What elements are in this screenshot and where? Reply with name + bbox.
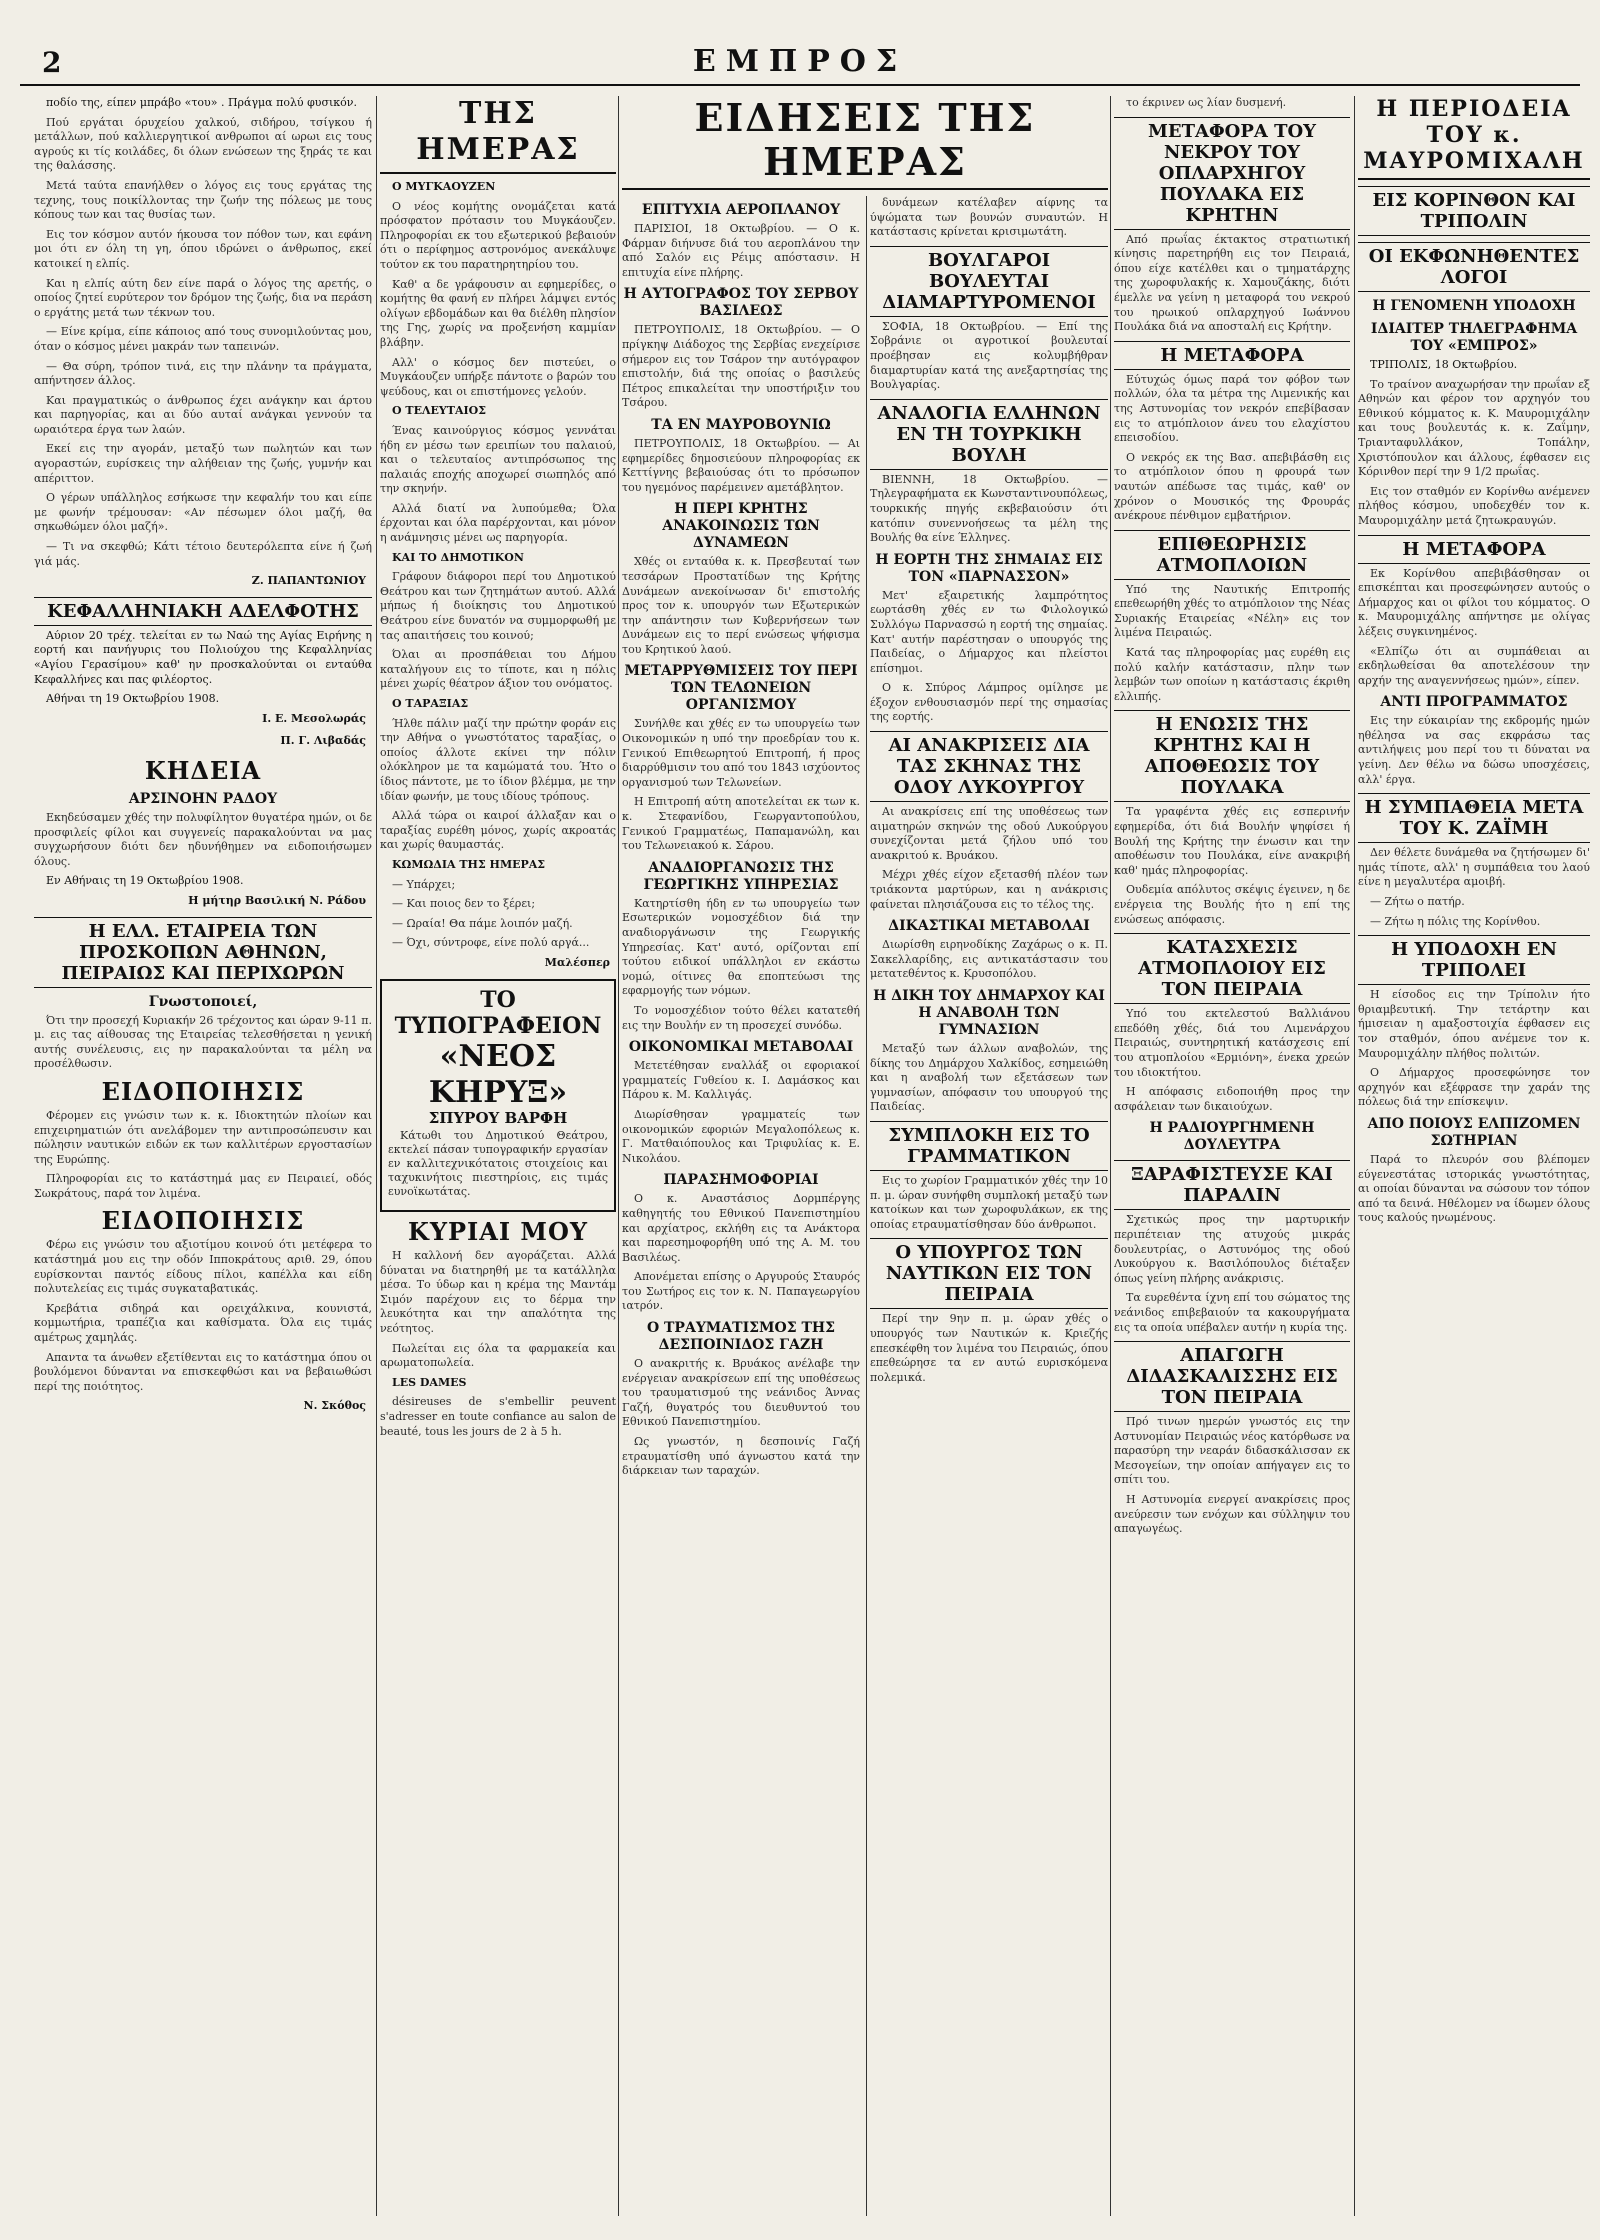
article-body: Ο ανακριτής κ. Βρυάκος ανέλαβε την ενέργειαν ανακρίσεων επί της υποθέσεως του τραυματισμού της νεάνιδος Άννας Γαζή, θυγατρός του διευθυντού του Εθνικού Πανεπιστημίου. Ως γνωστόν, η δεσποινίς Γαζή ετραυματίσθη υπό άγνωστου κατά την διάρκειαν των ταραχών. — [622, 1357, 860, 1478]
society-subtitle: Γνωστοποιεί, — [148, 993, 258, 1010]
column-3 — [622, 96, 1108, 2216]
story-intro: ποδίο της, είπεν μπράβο «του» . Πράγμα πολύ φυσικόν. — [46, 96, 357, 109]
article-body: Η είσοδος εις την Τρίπολιν ήτο θριαμβευτική. Την τετάρτην και ήμισειαν η αμαξοστοιχία έφθασεν εις τον σταθμόν, όπου ανέμενε τον κ. Μαυρομιχάλην πλήθος πολιτών. Ο Δήμαρχος προσεφώνησε τον αρχηγόν και εξέφρασε την χαράν της πόλεως διά την επίσκεψιν. — [1358, 988, 1590, 1109]
news-right-column — [870, 196, 1108, 2216]
article-title: ΒΟΥΛΓΑΡΟΙ ΒΟΥΛΕΥΤΑΙ ΔΙΑΜΑΡΤΥΡΟΜΕΝΟΙ — [870, 246, 1108, 317]
story-body: Γράφουν διάφοροι περί του Δημοτικού Θεάτρου και των ζητημάτων αυτού. Αλλά μήπως ή διοίκησις του Δημοτικού Θεάτρου είνε δυνατόν να συμμορφωθή με τας απαιτήσεις του κοινού; Όλαι αι προσπάθειαι του Δήμου καταλήγουν εις το τίποτε, και η πόλις μένει χωρίς θέατρον άξιον του ονόματος. — [380, 570, 616, 691]
ad-text: désireuses de s'embellir peuvent s'adresser en toute confiance au salon de beauté, tous les jours de 2 à 5 h. — [380, 1395, 616, 1438]
article-title: ΑΠΑΓΩΓΗ ΔΙΔΑΣΚΑΛΙΣΣΗΣ ΕΙΣ ΤΟΝ ΠΕΙΡΑΙΑ — [1114, 1341, 1350, 1412]
notice-title: ΚΕΦΑΛΛΗΝΙΑΚΗ ΑΔΕΛΦΟΤΗΣ — [34, 597, 372, 626]
news-header: ΕΙΔΗΣΕΙΣ ΤΗΣ ΗΜΕΡΑΣ — [622, 96, 1108, 190]
article-title: ΜΕΤΑΡΡΥΘΜΙΣΕΙΣ ΤΟΥ ΠΕΡΙ ΤΩΝ ΤΕΛΩΝΕΙΩΝ ΟΡΓΑΝΙΣΜΟΥ — [624, 663, 858, 714]
ad-owner: ΣΠΥΡΟΥ ΒΑΡΦΗ — [428, 1108, 568, 1127]
article-body: Συνήλθε και χθές εν τω υπουργείω των Οικονομικών η υπό την προεδρίαν του κ. Γενικού Επιθεωρητού Επιτροπή, ή προς διαρρύθμισιν του από του 1843 ισχύοντος οργανισμού των Τελωνείων. Η Επιτροπή αύτη αποτελείται εκ των κ. κ. Στεφανίδου, Γεωργαντοπούλου, Γενικού Γραμματέως, Παπαμανώλη, και του Τελωνειακού κ. Σάρου. — [622, 717, 860, 853]
announcement-title: ΕΙΔΟΠΟΙΗΣΙΣ — [101, 1206, 305, 1236]
announcement-title: ΕΙΔΟΠΟΙΗΣΙΣ — [101, 1076, 305, 1106]
print-shop-ad — [380, 979, 616, 1213]
article-title: ΑΠΟ ΠΟΙΟΥΣ ΕΛΠΙΖΟΜΕΝ ΣΩΤΗΡΙΑΝ — [1367, 1115, 1581, 1149]
ad-title: LES DAMES — [392, 1375, 467, 1389]
article-body: ΠΕΤΡΟΥΠΟΛΙΣ, 18 Οκτωβρίου. — Αι εφημερίδες δημοσιεύουν πληροφορίας εκ Κεττίγνης βεβαιούσας ότι το πρόσωπον του ηγεμόνος παρέμεινεν αμετάβλητον. — [622, 436, 860, 494]
article-body: Διωρίσθη ειρηνοδίκης Ζαχάρως ο κ. Π. Σακελλαρίδης, εις αντικατάστασιν του μετατεθέντος κ. Κρυσοπόλου. — [870, 938, 1108, 981]
column-rule — [376, 96, 377, 2216]
story-title: Ο ΜΥΓΚΑΟΥΖΕΝ — [392, 180, 496, 193]
announcement-text: Φέρω εις γνώσιν του αξιοτίμου κοινού ότι μετέφερα το κατάστημά μου εις την οδόν Ιπποκράτους αριθ. 29, όπου ευρίσκονται παντός είδους πίλοι, καπέλλα και είδη πολυτελείας εις τιμάς συγκαταβατικάς. Κρεβάτια σιδηρά και ορειχάλκινα, κουνιστά, κομμωτήρια, τραπέζια και καθίσματα. Όλα εις τιμάς αμέτρως χαμηλάς. Απαντα τα άνωθεν εξετίθενται εις το κατάστημα όπου οι βουλόμενοι δύνανται να επισκεφθώσι και να βεβαιωθώσι περί της ποιότητος. — [34, 1238, 372, 1393]
article-title: ΑΝΑΔΙΟΡΓΑΝΩΣΙΣ ΤΗΣ ΓΕΩΡΓΙΚΗΣ ΥΠΗΡΕΣΙΑΣ — [643, 859, 839, 893]
article-title: ΑΝΑΛΟΓΙΑ ΕΛΛΗΝΩΝ ΕΝ ΤΗ ΤΟΥΡΚΙΚΗ ΒΟΥΛΗ — [870, 399, 1108, 470]
article-body: δυνάμεων κατέλαβεν αίφνης τα ύψώματα των βουνών συναυτών. Η κατάστασις κρίνεται κρισιμωτάτη. — [870, 196, 1108, 239]
article-body: Εκ Κορίνθου απεβιβάσθησαν οι επισκέπται και προσεφώνησεν αυτούς ο Δήμαρχος και οι φίλοι του κόμματος. Ο κ. Μαυρομιχάλης απήντησε με ολίγας λέξεις συγκινημένος. «Ελπίζω ότι αι συμπάθειαι αι εκδηλωθείσαι θα αποτελέσουν την αρχήν της αναγεννήσεως ημών», είπεν. — [1358, 566, 1590, 687]
ad-title: ΤΟ ΤΥΠΟΓΡΑΦΕΙΟΝ — [394, 986, 602, 1039]
notice-text: Αύριον 20 τρέχ. τελείται εν τω Ναώ της Αγίας Ειρήνης η εορτή και πανήγυρις του Πολιούχου της Κεφαλληνίας «Αγίου Γερασίμου» καθ' ην προσκαλούνται οι ενταύθα Κεφαλλήνες και πας φιλέορτος. — [34, 628, 372, 686]
article-title: ΕΠΙΤΥΧΙΑ ΑΕΡΟΠΛΑΝΟΥ — [641, 202, 841, 218]
announcement-signature: Ν. Σκόθος — [303, 1399, 366, 1413]
article-body: Μεταξύ των άλλων αναβολών, της δίκης του Δημάρχου Χαλκίδος, εσημειώθη και η αναβολή των εξετάσεων των γυμνασίων, απόφασιν του υπουργού της Παιδείας. — [870, 1042, 1108, 1114]
article-body: ΠΑΡΙΣΙΟΙ, 18 Οκτωβρίου. — Ο κ. Φάρμαν διήνυσε διά του αεροπλάνου την από Σαλόν εις Ρέιμς απόστασιν. Η επιτυχία είνε πλήρης. — [622, 222, 860, 279]
article-body: Εις την εύκαιρίαν της εκδρομής ημών ηθέλησα να σας εκφράσω τας αντιλήψεις μου περί του τι δύναται να γείνη. Δεν θέλω να δώσω υποσχέσεις, αλλ' έργα. — [1358, 714, 1590, 786]
story-body: Πού εργάται όρυχείου χαλκού, σιδήρου, τσίγκου ή μετάλλων, πού καλλιεργητικοί ανθρωποι αί ωρωι εις τους αγρούς κι τίς κοιλάδες, δι όλων ενώσεων της ξηράς τε και της θαλάσσης. Μετά ταύτα επανήλθεν ο λόγος εις τους εργάτας της τεχνης, τους ποικίλλοντας την ζωήν της πόλεως με τους κόπους των και τας θυσίας των. Εις τον κόσμον αυτόν ήκουσα τον πόθον των, και εφάνη μοι ότι εν όλη τη γη, όπου ιδρώνει ο άνθρωπος, εκεί κατοικεί η ελπίς. Και η ελπίς αύτη δεν είνε παρά ο λόγος της αρετής, ο οποίος ζητεί ευρύτερον τον δρόμον της ζωής, δια να περάση ο εργάτης μετά των τέκνων του. — Είνε κρίμα, είπε κάποιος από τους συνομιλούντας μου, όταν ο κόσμος μένει μακράν των ταπεινών. — Θα σύρη, τρόπον τινά, εις την πλάνην τα πράγματα, απήντησεν άλλος. Και πραγματικώς ο άνθρωπος έχει ανάγκην και άρτου και παρηγορίας, και αι δύο αυταί ανάγκαι γεννούν τα ωραιότερα έργα των λαών. Εκεί εις την αγοράν, μεταξύ των πωλητών και των αγοραστών, ευρίσκεις την αλήθειαν της ζωής, γυμνήν και απέριττον. Ο γέρων υπάλληλος εσήκωσε την κεφαλήν του και είπε με φωνήν τρέμουσαν: «Αν πέσωμεν όλοι μαζή, θα σηκωθώμεν όλοι μαζή». — Τι να σκεφθώ; Κάτι τέτοιο δευτερόλεπτα είνε ή ζωή γιά μάς. — [34, 115, 372, 568]
announcement-text: Φέρομεν εις γνώσιν των κ. κ. Ιδιοκτητών πλοίων και επιχειρηματιών ότι ανελάβομεν την αντιπροσώπευσιν και πώλησιν ναυτικών ειδών εκ των καλλιτέρων εργοστασίων της Ευρώπης. Πληροφορίαι εις το κατάστημά μας εν Πειραιεί, οδός Σωκράτους, παρά τον λιμένα. — [34, 1108, 372, 1200]
article-title: ΣΥΜΠΛΟΚΗ ΕΙΣ ΤΟ ΓΡΑΜΜΑΤΙΚΟΝ — [870, 1121, 1108, 1171]
article-title: Η ΔΙΚΗ ΤΟΥ ΔΗΜΑΡΧΟΥ ΚΑΙ Η ΑΝΑΒΟΛΗ ΤΩΝ ΓΥΜΝΑΣΙΩΝ — [873, 988, 1105, 1038]
story-title: Ο ΤΕΛΕΥΤΑΙΟΣ — [392, 404, 486, 418]
article-dateline: ΤΡΙΠΟΛΙΣ, 18 Οκτωβρίου. — [1370, 358, 1518, 371]
story-title: ΚΑΙ ΤΟ ΔΗΜΟΤΙΚΟΝ — [392, 550, 524, 564]
society-title: Η ΕΛΛ. ΕΤΑΙΡΕΙΑ ΤΩΝ ΠΡΟΣΚΟΠΩΝ ΑΘΗΝΩΝ, ΠΕΙΡΑΙΩΣ ΚΑΙ ΠΕΡΙΧΩΡΩΝ — [34, 917, 372, 988]
article-title: Η ΑΥΤΟΓΡΑΦΟΣ ΤΟΥ ΣΕΡΒΟΥ ΒΑΣΙΛΕΩΣ — [623, 286, 859, 320]
funeral-date: Εν Αθήναις τη 19 Οκτωβρίου 1908. — [46, 874, 244, 888]
article-subtitle: ΙΔΙΑΙΤΕΡ ΤΗΛΕΓΡΑΦΗΜΑ ΤΟΥ «ΕΜΠΡΟΣ» — [1370, 321, 1578, 354]
story-body: Ο νέος κομήτης ονομάζεται κατά πρόσφατον πρότασιν του Μυγκάουζεν. Πληροφορίαι εκ του εξωτερικού βεβαιούν ότι ο περίφημος αστρονόμος ανεκάλυψε τούτον εκ του παρατηρητηρίου του. Καθ' α δε γράφουσιν αι εφημερίδες, ο κομήτης θα φανή εν πλήρει λάμψει εντός ολίγων εβδομάδων και θα διέλθη πλησίον της Γης, χωρίς να προξενήση καμμίαν βλάβην. Αλλ' ο κόσμος δεν πιστεύει, ο Μυγκάουζεν υπήρξε πάντοτε ο βαρών του ψεύδους, και οι επιστήμονες γελούν. — [380, 199, 616, 398]
funeral-name: ΑΡΣΙΝΟΗΝ ΡΑΔΟΥ — [128, 790, 278, 807]
article-title: Η ΠΕΡΙΟΔΕΙΑ ΤΟΥ κ. ΜΑΥΡΟΜΙΧΑΛΗ — [1358, 96, 1590, 180]
article-body: Αι ανακρίσεις επί της υποθέσεως των αιματηρών σκηνών της οδού Λυκούργου συνεχίζονται μετά ζήλου υπό του ανακριτού κ. Βρυάκου. Μέχρι χθές είχον εξετασθή πλέον των τριάκοντα μαρτύρων, και η ανάκρισις φαίνεται πλησιάζουσα εις το τέλος της. — [870, 805, 1108, 911]
story-body: Ήλθε πάλιν μαζί την πρώτην φοράν εις την Αθήνα ο γνωστότατος ταραξίας, ο οποίος άλλοτε εκίνει την πόλιν ολόκληρον με τα καμώματά του. Ήτο ο ίδιος πάντοτε, με το ίδιον βλέμμα, με την ιδίαν φωνήν, με τους ιδίους τρόπους. Αλλά τώρα οι καιροί άλλαξαν και ο ταραξίας ευρέθη μόνος, χωρίς ακροατάς και χωρίς θαυμαστάς. — [380, 716, 616, 852]
article-body: το έκρινεν ως λίαν δυσμενή. — [1126, 96, 1287, 109]
article-body: Μετ' εξαιρετικής λαμπρότητος εωρτάσθη χθές εν τω Φιλολογικώ Συλλόγω Παρνασσώ η εορτή της σημαίας. Κατ' αυτήν παρέστησαν ο υπουργός της Παιδείας, ο Δήμαρχος και πλείστοι επίσημοι. Ο κ. Σπύρος Λάμπρος ομίλησε με έξοχον ενθουσιασμόν περί της σημασίας της εορτής. — [870, 588, 1108, 724]
notice-signature: Ι. Ε. Μεσολωράς — [262, 711, 366, 725]
article-title: Η ΥΠΟΔΟΧΗ ΕΝ ΤΡΙΠΟΛΕΙ — [1358, 935, 1590, 985]
column-rule — [1354, 96, 1355, 2216]
article-body: ΠΕΤΡΟΥΠΟΛΙΣ, 18 Οκτωβρίου. — Ο πρίγκηψ Διάδοχος της Σερβίας ενεχείρισε σήμερον εις τον Τσάρον την αυτόγραφον επιστολήν, διά της οποίας ο βασιλεύς Πέτρος επικαλείται την υποστήριξιν του Τσάρου. — [622, 323, 860, 410]
article-body: Τα γραφέντα χθές εις εσπερινήν εφημερίδα, ότι διά Βουλήν ψηφίσει ή Βουλή της Κρήτης την ένωσιν και την αποθέωσιν του Πουλάκα, είνε ανακριβή καθ' ημάς πληροφορίας. Ουδεμία απόλυτος σκέψις έγεινεν, η δε ενέργεια της Βουλής ήτο η επί της ενώσεως απόφασις. — [1114, 805, 1350, 926]
story-title: ΚΩΜΩΔΙΑ ΤΗΣ ΗΜΕΡΑΣ — [392, 857, 546, 871]
article-body: Εις το χωρίον Γραμματικόν χθές την 10 π. μ. ώραν συνήφθη συμπλοκή μεταξύ των κατοίκων και των χωροφυλάκων, εκ της οποίας ετραυματίσθησαν δύο άνθρωποι. — [870, 1173, 1108, 1231]
article-title: ΚΑΤΑΣΧΕΣΙΣ ΑΤΜΟΠΛΟΙΟΥ ΕΙΣ ΤΟΝ ΠΕΙΡΑΙΑ — [1114, 933, 1350, 1004]
article-title: ΟΙΚΟΝΟΜΙΚΑΙ ΜΕΤΑΒΟΛΑΙ — [628, 1039, 854, 1056]
article-title: Η ΜΕΤΑΦΟΡΑ — [1358, 535, 1590, 564]
article-body: ΒΙΕΝΝΗ, 18 Οκτωβρίου. — Τηλεγραφήματα εκ Κωνσταντινουπόλεως, τουρκικής πηγής εκβεβαιούσιν ότι κατόπιν συνεννοήσεως τα μέλη της Βουλής θα είνε Έλληνες. — [870, 472, 1108, 545]
newspaper-title: ΕΜΠΡΟΣ — [692, 44, 908, 79]
story-title: Ο ΤΑΡΑΞΙΑΣ — [392, 697, 469, 710]
article-body: Κατηρτίσθη ήδη εν τω υπουργείω των Εσωτερικών νομοσχέδιον διά την αναδιοργάνωσιν της Γεωργικής Υπηρεσίας. Κατ' αυτό, ορίζονται επί τούτου ειδικοί υπάλληλοι εν εκάστω νομώ, οίτινες θα εποπτεύωσι της εφαρμογής των νόμων. Το νομοσχέδιον τούτο θέλει κατατεθή εις την Βουλήν εν τη προσεχεί συνόδω. — [622, 896, 860, 1032]
masthead — [20, 44, 1580, 86]
article-title: Η ΜΕΤΑΦΟΡΑ — [1114, 341, 1350, 370]
funeral-title: ΚΗΔΕΙΑ — [144, 755, 262, 785]
column-2 — [380, 96, 616, 2216]
article-subtitle: ΕΙΣ ΚΟΡΙΝΘΟΝ ΚΑΙ ΤΡΙΠΟΛΙΝ — [1358, 186, 1590, 236]
article-title: ΔΙΚΑΣΤΙΚΑΙ ΜΕΤΑΒΟΛΑΙ — [888, 918, 1090, 935]
funeral-mother: Η μήτηρ Βασιλική Ν. Ράδου — [188, 893, 366, 907]
column-header: ΤΗΣ ΗΜΕΡΑΣ — [380, 96, 616, 174]
article-body: Ο κ. Αναστάσιος Δορμπέργης καθηγητής του Εθνικού Πανεπιστημίου και αρχίατρος, εκλήθη εις τα Ανάκτορα και παρεσημοφορήθη υπό της Α. Μ. του Βασιλέως. Απονέμεται επίσης ο Αργυρούς Σταυρός του Σωτήρος εις τον κ. Ν. Παπαγεωργίου ιατρόν. — [622, 1192, 860, 1313]
article-title: Η ΕΝΩΣΙΣ ΤΗΣ ΚΡΗΤΗΣ ΚΑΙ Η ΑΠΟΘΕΩΣΙΣ ΤΟΥ ΠΟΥΛΑΚΑ — [1114, 710, 1350, 802]
column-rule — [1110, 96, 1111, 2216]
article-body: Το τραίνον αναχωρήσαν την πρωΐαν εξ Αθηνών και φέρον τον αρχηγόν του Εθνικού κόμματος κ. Κ. Μαυρομιχάλην και τους βουλευτάς κ. κ. Ζαΐμην, Τριανταφυλλάκον, Τοπάλην, Χριστόπουλον και άλλους, έφθασεν εις Κόρινθον περί την 9 1/2 πρωΐας. Εις τον σταθμόν εν Κορίνθω ανέμενεν πλήθος κόσμου, υποδεχθέν τον κ. Μαυρομιχάλην μετά ζητωκραυγών. — [1358, 377, 1590, 527]
column-rule — [618, 96, 619, 2216]
story-signature: Ζ. ΠΑΠΑΝΤΩΝΙΟΥ — [251, 574, 366, 588]
article-body: Περί την 9ην π. μ. ώραν χθές ο υπουργός των Ναυτικών κ. Κριεζής επεσκέφθη τον λιμένα του Πειραιώς, όπου επεθεώρησε τα εν αυτώ ευρισκόμενα πολεμικά. — [870, 1312, 1108, 1384]
article-title: Η ΣΥΜΠΑΘΕΙΑ ΜΕΤΑ ΤΟΥ Κ. ΖΑΪΜΗ — [1358, 793, 1590, 843]
ad-title-name: «ΝΕΟΣ ΚΗΡΥΞ» — [428, 1038, 568, 1110]
article-title: ΑΙ ΑΝΑΚΡΙΣΕΙΣ ΔΙΑ ΤΑΣ ΣΚΗΝΑΣ ΤΗΣ ΟΔΟΥ ΛΥΚΟΥΡΓΟΥ — [870, 731, 1108, 802]
article-body: Παρά το πλευρόν σου βλέπομεν εύγενεστάτας ιστορικάς γνωστότητας, αι οποίαι δύνανται να σώσουν τον τόπον από τα δεινά. Ηθέλομεν να ίδωμεν όλους τους καλούς ηνωμένους. — [1358, 1152, 1590, 1225]
article-body: Πρό τινων ημερών γνωστός εις την Αστυνομίαν Πειραιώς νέος κατόρθωσε να παρασύρη την νεαράν διδασκάλισσαν εκ Μεσογείων, την οποίαν απήγαγεν εις το σπίτι του. Η Αστυνομία ενεργεί ανακρίσεις προς ανεύρεσιν των ενόχων και σύλληψιν του απαγωγέως. — [1114, 1415, 1350, 1536]
article-body: Σχετικώς προς την μαρτυρικήν περιπέτειαν της ατυχούς μικράς δουλευτρίας, ο Αστυνόμος της οδού Λυκούργου κ. Βασιλόπουλος διέταξεν όπως γείνη πλήρης ανάκρισις. Τα ευρεθέντα ίχνη επί του σώματος της νεάνιδος επιβεβαιούν τα κακουργήματα εις τα οποία υπέβαλεν αυτήν η κυρία της. — [1114, 1213, 1350, 1334]
article-title: ΑΝΤΙ ΠΡΟΓΡΑΜΜΑΤΟΣ — [1380, 694, 1568, 711]
article-body: ΣΟΦΙΑ, 18 Οκτωβρίου. — Επί της Σοβράνιε οι αγροτικοί βουλευταί προέβησαν εις κολυμβήθραν διαμαρτυρίαν κατά της ανεξαρτησίας της Βουλγαρίας. — [870, 319, 1108, 392]
article-body: Δεν θέλετε δυνάμεθα να ζητήσωμεν δι' ημάς τίποτε, αλλ' η συμπάθεια του λαού είνε η μεγαλυτέρα αμοιβή. — Ζήτω ο πατήρ. — Ζήτω η πόλις της Κορίνθου. — [1358, 846, 1590, 928]
funeral-text: Εκηδεύσαμεν χθές την πολυφίλητον θυγατέρα ημών, οι δε προσφιλείς φίλοι και συγγενείς παρακαλούνται να μας συγχωρήσουν διότι δεν ηδυνήθημεν να ειδοποιήσωμεν όλους. — [34, 810, 372, 868]
article-body: Εύτυχώς όμως παρά τον φόβον των πολλών, όλα τα μέτρα της Λιμενικής και της Αστυνομίας τον νεκρόν επεβίβασαν εις το ατμόπλοιον άνευ του ελαχίστου επεισοδίου. Ο νεκρός εκ της Βασ. απεβιβάσθη εις το ατμόπλοιον όπου η φρουρά των ναυτών απέδωσε τας τιμάς, καθ' ον χρόνον ο Μουσικός της Φρουράς ανέκρουε πένθιμον εμβατήριον. — [1114, 372, 1350, 523]
story-signature: Μαλέσπερ — [544, 955, 610, 969]
article-body: Χθές οι ενταύθα κ. κ. Πρεσβευταί των τεσσάρων Προστατίδων της Κρήτης Δυνάμεων ανεκοίνωσαν δι' επιστολής προς τον κ. υπουργόν των Εξωτερικών την απάντησιν των Κυβερνήσεων των Δυνάμεων εις το περί ενώσεως ψήφισμα του Κρητικού λαού. — [622, 555, 860, 656]
article-body: Από πρωΐας έκτακτος στρατιωτική κίνησις παρετηρήθη εις τον Πειραιά, όπου είχε κατέλθει και ο τμηματάρχης της χωροφυλακής κ. Χαμουζάκης, διότι έμελλε να γείνη η μεταφορά του νεκρού του ηρωικού οπλαρχηγού Ιωάννου Πουλάκα διά να αποσταλή εις Κρήτην. — [1114, 232, 1350, 334]
article-title: Ο ΥΠΟΥΡΓΟΣ ΤΩΝ ΝΑΥΤΙΚΩΝ ΕΙΣ ΤΟΝ ΠΕΙΡΑΙΑ — [870, 1238, 1108, 1309]
news-left-column — [622, 196, 860, 2216]
society-text: Ότι την προσεχή Κυριακήν 26 τρέχοντος και ώραν 9-11 π. μ. εις τας αίθουσας της Εταιρείας τελεσθήσεται η γενική αυτής συνέλευσις, εις ην παρακαλούνται τα μέλη να προσέλθωσιν. — [34, 1013, 372, 1071]
story-body: Ένας καινούργιος κόσμος γεννάται ήδη εν μέσω των ερειπίων του παλαιού, και ο τελευταίος αντιπρόσωπος της παλαιάς εποχής αποχωρεί σιωπηλός από την σκηνήν. Αλλά διατί να λυπούμεθα; Όλα έρχονται και όλα παρέρχονται, και μόνον η ανάμνησις μένει ως παρηγορία. — [380, 423, 616, 545]
column-1 — [34, 96, 372, 2216]
article-subtitle: ΟΙ ΕΚΦΩΝΗΘΕΝΤΕΣ ΛΟΓΟΙ — [1358, 242, 1590, 292]
article-body: Μετετέθησαν εναλλάξ οι εφοριακοί γραμματείς Γυθείου κ. Ι. Δαμάσκος και Πάρου κ. Μ. Καλλιγάς. Διωρίσθησαν γραμματείς των οικονομικών εφοριών Μεγαλοπόλεως κ. Γ. Ματθαιόπουλος και Τριφυλίας κ. Ε. Νικολάου. — [622, 1059, 860, 1165]
notice-date: Αθήναι τη 19 Οκτωβρίου 1908. — [46, 692, 220, 706]
story-body: — Υπάρχει; — Και ποιος δεν το ξέρει; — Ωραία! Θα πάμε λοιπόν μαζή. — Όχι, σύντροφε, είνε πολύ αργά... — [392, 877, 590, 950]
column-4 — [1114, 96, 1350, 2216]
article-title: Η ΠΕΡΙ ΚΡΗΤΗΣ ΑΝΑΚΟΙΝΩΣΙΣ ΤΩΝ ΔΥΝΑΜΕΩΝ — [662, 501, 820, 552]
article-title: ΕΠΙΘΕΩΡΗΣΙΣ ΑΤΜΟΠΛΟΙΩΝ — [1114, 530, 1350, 580]
ad-text: Η καλλονή δεν αγοράζεται. Αλλά δύναται να διατηρηθή με τα κατάλληλα μέσα. Το ύδωρ και η κρέμα της Μαντάμ Σιμόν παρέχουν εις το δέρμα την λευκότητα και την απαλότητα της νεότητος. Πωλείται εις όλα τα φαρμακεία και αρωματοπωλεία. — [380, 1249, 616, 1370]
article-title: ΠΑΡΑΣΗΜΟΦΟΡΙΑΙ — [663, 1172, 819, 1189]
article-title: ΜΕΤΑΦΟΡΑ ΤΟΥ ΝΕΚΡΟΥ ΤΟΥ ΟΠΛΑΡΧΗΓΟΥ ΠΟΥΛΑΚΑ ΕΙΣ ΚΡΗΤΗΝ — [1114, 117, 1350, 230]
article-body: Υπό της Ναυτικής Επιτροπής επεθεωρήθη χθές το ατμόπλοιον της Νέας Συριακής Εταιρείας «Νέλη» εις τον λιμένα Πειραιώς. Κατά τας πληροφορίας μας ευρέθη εις πολύ καλήν κατάστασιν, πλην των λεμβών των οποίων η κατάστασις έκριθη ελλιπής. — [1114, 582, 1350, 703]
article-body: Υπό του εκτελεστού Βαλλιάνου επεδόθη χθές, διά του Λιμενάρχου Πειραιώς, συντηρητική κατάσχεσις επί του ατμοπλοίου «Ερμιόνη», ένεκα χρεών του ιδιοκτήτου. Η απόφασις ειδοποιήθη προς την ασφάλειαν των δικαιούχων. — [1114, 1007, 1350, 1113]
ad-title: ΚΥΡΙΑΙ ΜΟΥ — [407, 1217, 589, 1247]
page-number: 2 — [42, 46, 62, 79]
column-5 — [1358, 96, 1590, 2216]
article-subtitle: Η ΓΕΝΟΜΕΝΗ ΥΠΟΔΟΧΗ — [1372, 298, 1576, 314]
article-title: ΤΑ ΕΝ ΜΑΥΡΟΒΟΥΝΙΩ — [651, 416, 831, 433]
article-title: Η ΡΑΔΙΟΥΡΓΗΜΕΝΗ ΔΟΥΛΕΥΤΡΑ — [1149, 1120, 1315, 1154]
notice-signature: Π. Γ. Λιβαδάς — [280, 734, 366, 748]
ad-text: Κάτωθι του Δημοτικού Θεάτρου, εκτελεί πάσαν τυπογραφικήν εργασίαν εν καλλιτεχνικότατοις στοιχείοις και ταχυκινήτοις πιεστηρίοις, εις τιμάς ευνοϊκωτάτας. — [388, 1129, 608, 1199]
article-subtitle: ΞΑΡΑΦΙΣΤΕΥΣΕ ΚΑΙ ΠΑΡΑΛΙΝ — [1114, 1160, 1350, 1210]
article-title: Ο ΤΡΑΥΜΑΤΙΣΜΟΣ ΤΗΣ ΔΕΣΠΟΙΝΙΔΟΣ ΓΑΖΗ — [646, 1320, 836, 1354]
article-title: Η ΕΟΡΤΗ ΤΗΣ ΣΗΜΑΙΑΣ ΕΙΣ ΤΟΝ «ΠΑΡΝΑΣΣΟΝ» — [875, 551, 1103, 585]
